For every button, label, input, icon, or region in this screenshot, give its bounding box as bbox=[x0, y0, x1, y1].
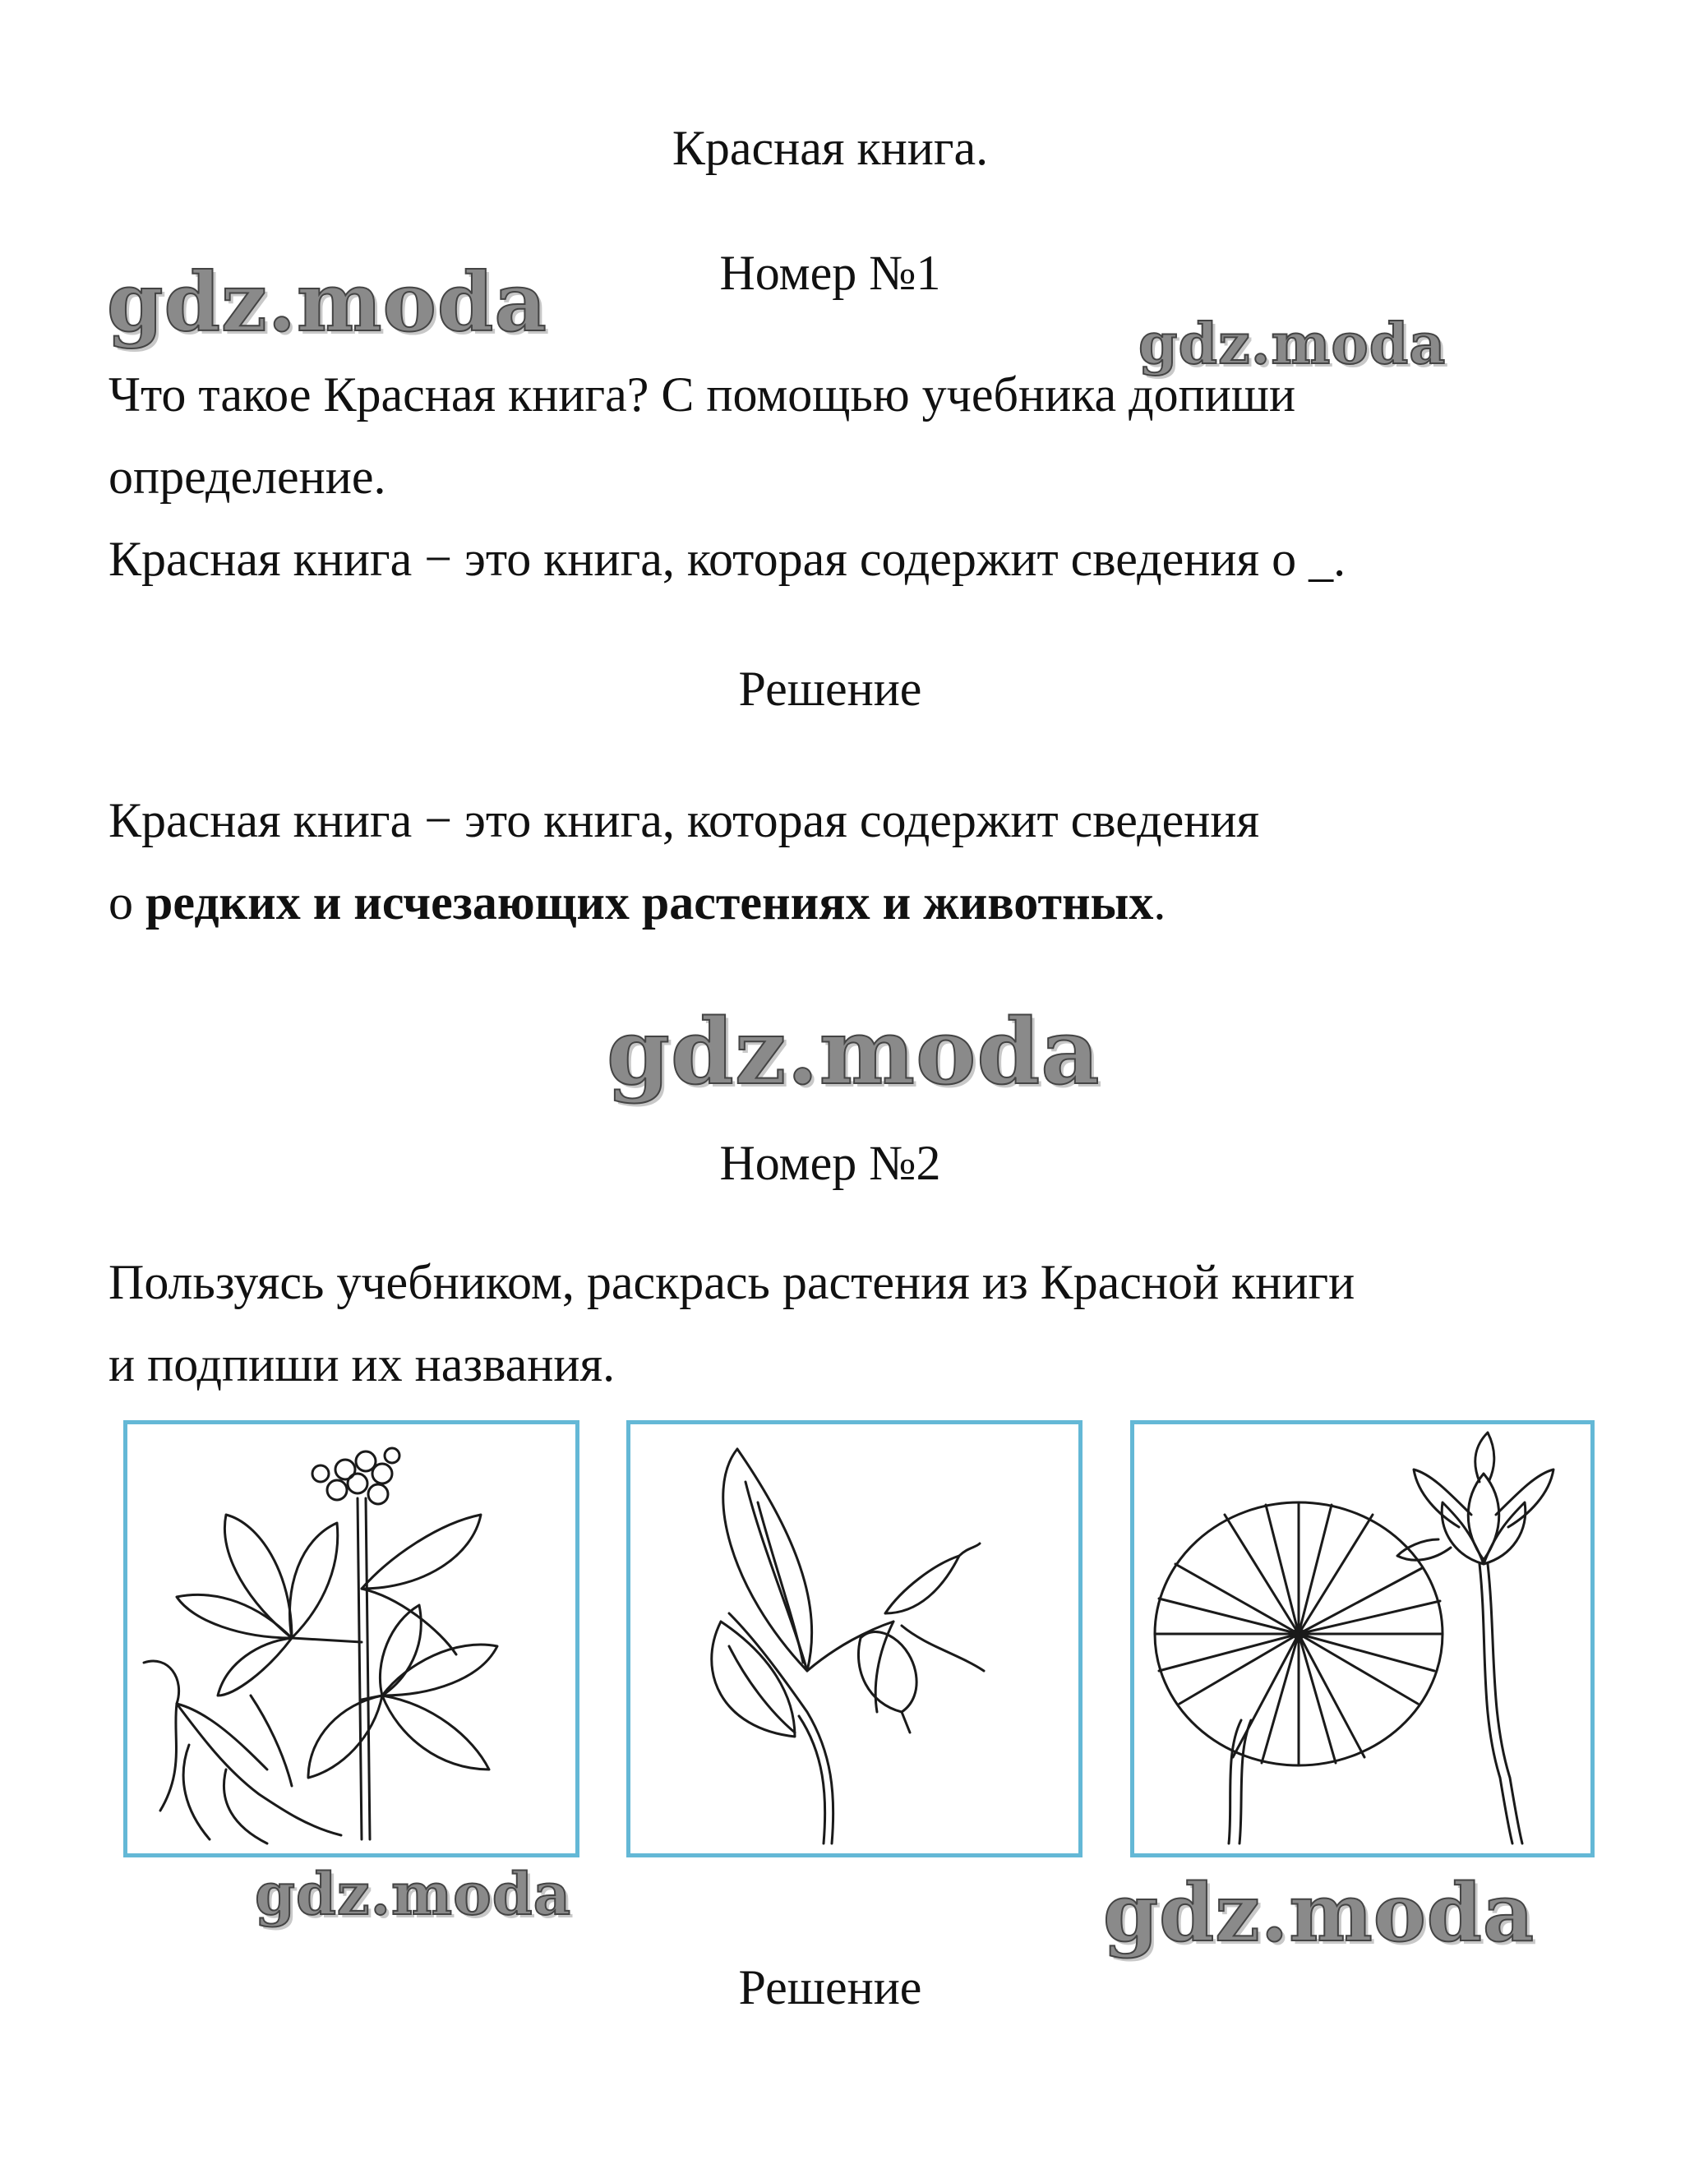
task1-solution-heading: Решение bbox=[738, 662, 922, 716]
ginseng-plant-drawing bbox=[123, 1420, 579, 1857]
lotus-drawing bbox=[1130, 1420, 1595, 1857]
task1-question-line1: Что такое Красная книга? С помощью учебника допиши bbox=[108, 367, 1296, 422]
watermark: gdz.moda bbox=[1138, 311, 1447, 377]
task1-answer-bold: редких и исчезающих растениях и животных bbox=[145, 875, 1154, 930]
task1-question bbox=[108, 353, 1670, 600]
watermark: gdz.moda bbox=[255, 1860, 572, 1928]
watermark: gdz.moda bbox=[607, 999, 1101, 1105]
watermark: gdz.moda bbox=[1103, 1866, 1535, 1959]
task2-question-line2: и подпиши их названия. bbox=[108, 1337, 616, 1391]
task1-answer-prefix: о bbox=[108, 875, 145, 930]
task2-heading: Номер №2 bbox=[719, 1136, 941, 1190]
task2-question-line1: Пользуясь учебником, раскрась растения из Красной книги bbox=[108, 1255, 1355, 1309]
task1-heading: Номер №1 bbox=[719, 246, 941, 300]
task1-answer-line1: Красная книга − это книга, которая содержит сведения bbox=[108, 793, 1260, 847]
ladys-slipper-orchid-drawing bbox=[626, 1420, 1083, 1857]
watermark: gdz.moda bbox=[107, 256, 547, 350]
task2-question bbox=[108, 1241, 1670, 1405]
page-title: Красная книга. bbox=[672, 121, 989, 175]
task2-solution-heading: Решение bbox=[738, 1960, 922, 2014]
task1-question-line3: Красная книга − это книга, которая содержит сведения о _. bbox=[108, 532, 1346, 586]
task1-answer-line2 bbox=[108, 861, 1670, 944]
task1-question-line2: определение. bbox=[108, 450, 386, 504]
task1-answer bbox=[108, 779, 1670, 944]
task1-answer-suffix: . bbox=[1153, 875, 1166, 930]
